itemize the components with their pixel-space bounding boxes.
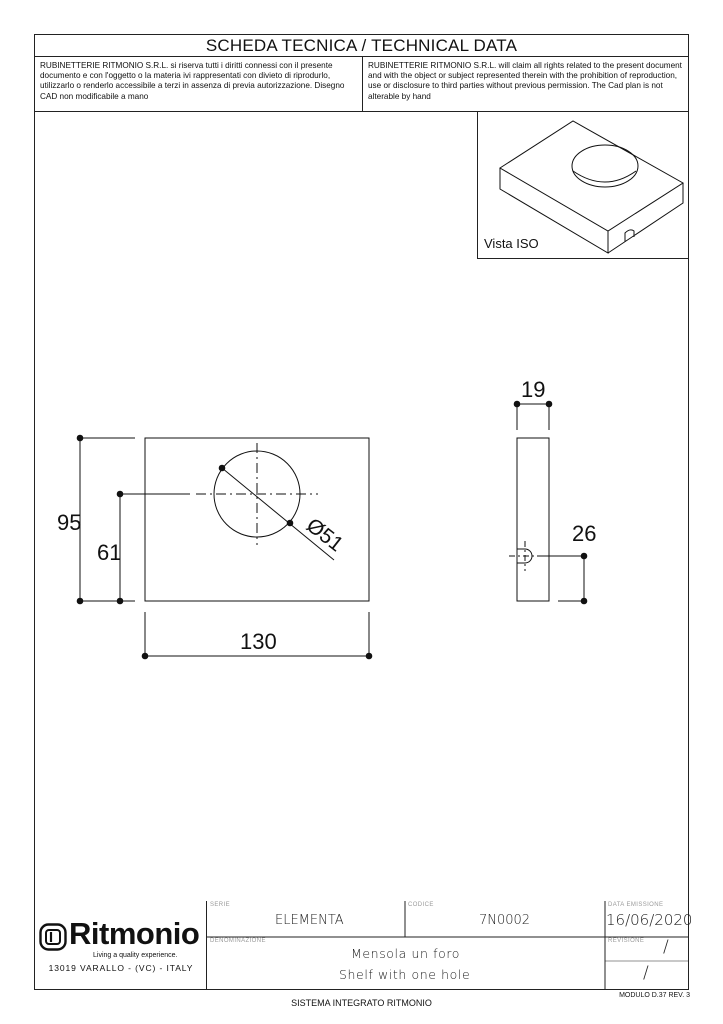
denominazione-english: Shelf with one hole xyxy=(339,967,471,982)
brand-name: Ritmonio xyxy=(69,916,200,951)
footer-module-label: MODULO D.37 REV. 3 xyxy=(619,992,690,999)
codice-label: CODICE xyxy=(408,902,434,908)
brand-tagline: Living a quality experience. xyxy=(93,952,178,959)
data-emissione-value: 16/06/2020 xyxy=(606,911,693,929)
slot-height-dimension-label: 26 xyxy=(572,521,597,546)
serie-value: ELEMENTA xyxy=(275,913,344,928)
front-view-outline xyxy=(145,438,369,601)
codice-value: 7N0002 xyxy=(479,913,531,928)
company-address: 13019 VARALLO - (VC) - ITALY xyxy=(48,963,194,973)
side-view-outline xyxy=(517,438,549,601)
copyright-notice-english: RUBINETTERIE RITMONIO S.R.L. will claim all rights related to the present document and with the object or subject represented therein with the prohibition of reproduction, use or disclosure to third parties without previous permission. The Cad plan is not alterable by hand xyxy=(368,61,682,101)
denominazione-label: DENOMINAZIONE xyxy=(210,938,266,944)
sheet-title: SCHEDA TECNICA / TECHNICAL DATA xyxy=(35,35,688,57)
hole-diameter-label: Ø51 xyxy=(301,513,348,557)
width-dimension-label: 130 xyxy=(240,629,277,654)
serie-label: SERIE xyxy=(210,902,231,908)
iso-view-label: Vista ISO xyxy=(484,236,539,251)
denominazione-italian: Mensola un foro xyxy=(351,946,461,961)
revisione-value-1: / xyxy=(663,937,669,957)
thickness-dimension-label: 19 xyxy=(521,377,546,402)
data-emissione-label: DATA EMISSIONE xyxy=(608,902,664,908)
footer-system-label: SISTEMA INTEGRATO RITMONIO xyxy=(291,998,432,1008)
hole-height-dimension-label: 61 xyxy=(97,540,122,565)
height-dimension-label: 95 xyxy=(57,510,82,535)
copyright-notice-italian: RUBINETTERIE RITMONIO S.R.L. si riserva tutti i diritti connessi con il presente documento e con l'oggetto o la materia ivi rappresentati con divieto di riprodurlo, utilizzarlo o renderlo accessibile a terzi in assenza di previa autorizzazione. Disegno CAD non modificabile a mano xyxy=(35,57,363,112)
revisione-value-2: / xyxy=(643,963,649,983)
revisione-label: REVISIONE xyxy=(608,938,645,944)
